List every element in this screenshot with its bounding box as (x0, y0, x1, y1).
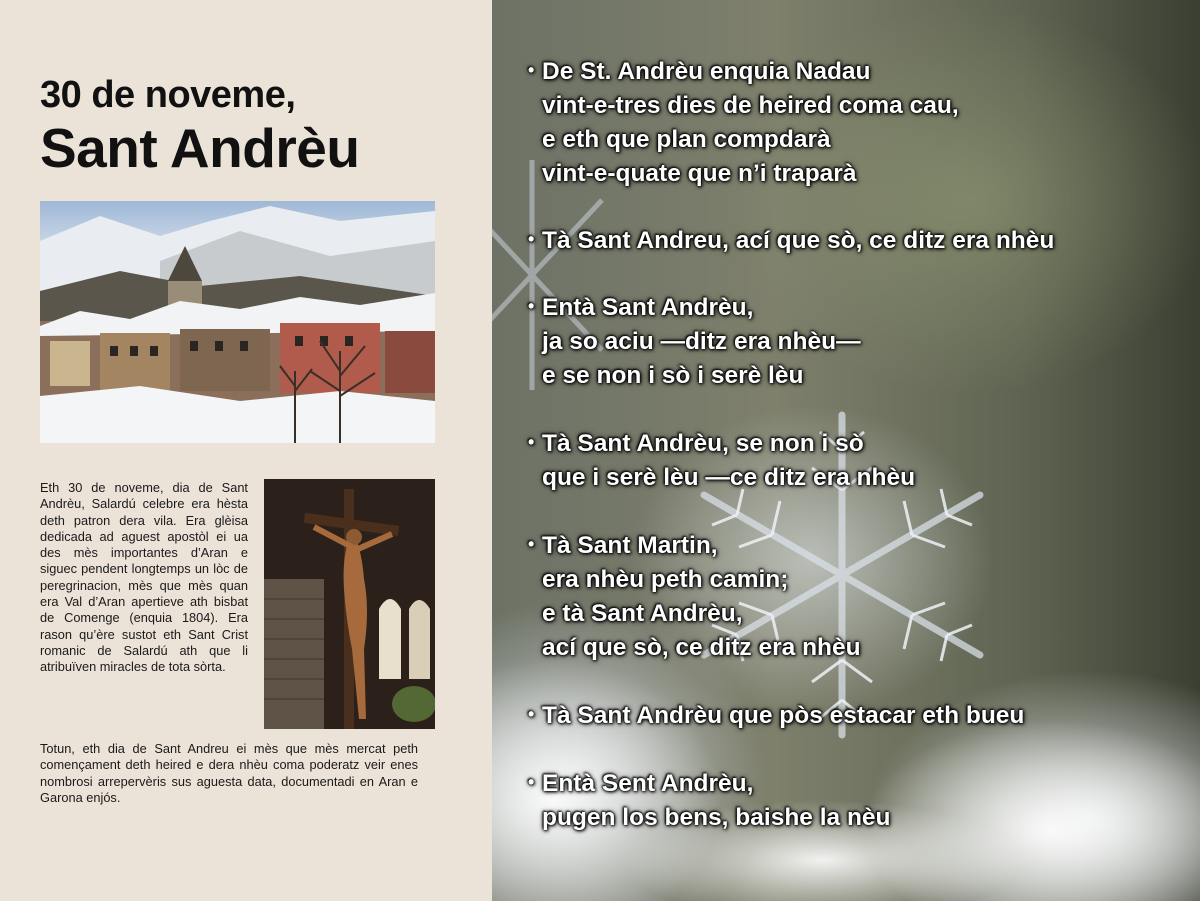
title-date: 30 de noveme, (40, 74, 296, 116)
right-page (492, 0, 1200, 901)
saying-4: • Tà Sant Andrèu, se non i sò que i serè lèu —ce ditz era nhèu (528, 430, 916, 491)
saying-1: • De St. Andrèu enquia Nadau vint-e-tres dies de heired coma cau, e eth que plan compdarà vint-e-quate que n’i traparà (528, 58, 959, 187)
saying-7: • Entà Sent Andrèu, pugen los bens, baishe la nèu (528, 770, 891, 831)
crucifix-photo (264, 479, 435, 729)
saying-5: • Tà Sant Martin, era nhèu peth camin; e tà Sant Andrèu, ací que sò, ce ditz era nhèu (528, 532, 861, 661)
paragraph-sayings-intro: Totun, eth dia de Sant Andreu ei mès que mès mercat peth començament deth heired e dera nhèu coma poderatz veir enes nombrosi arrepervèris sus aguesta data, documentadi en Aran e Garona enjós. (40, 741, 418, 805)
village-photo (40, 201, 435, 443)
saying-2: • Tà Sant Andreu, ací que sò, ce ditz era nhèu (528, 227, 1055, 254)
saying-3: • Entà Sant Andrèu, ja so aciu —ditz era nhèu— e se non i sò i serè lèu (528, 294, 861, 389)
paragraph-history: Eth 30 de noveme, dia de Sant Andrèu, Salardú celebre era hèsta deth patron dera vila. Era glèisa dedicada ad aguest apostòl ei ua des mès importantes d’Aran e siguec pendent longtemps un lòc de peregrinacion, mès que mès quan era Val d’Aran apertieve ath bisbat de Comenge (enquia 1804). Era rason qu’ère sustot eth Sant Crist romanic de Salardú ath que li atribuïven miracles de tota sòrta. (40, 480, 248, 675)
saying-6: • Tà Sant Andrèu que pòs estacar eth bueu (528, 702, 1025, 729)
left-page (0, 0, 492, 901)
title-saint: Sant Andrèu (40, 117, 360, 179)
crucifix-illustration (264, 479, 435, 729)
village-illustration (40, 201, 435, 443)
